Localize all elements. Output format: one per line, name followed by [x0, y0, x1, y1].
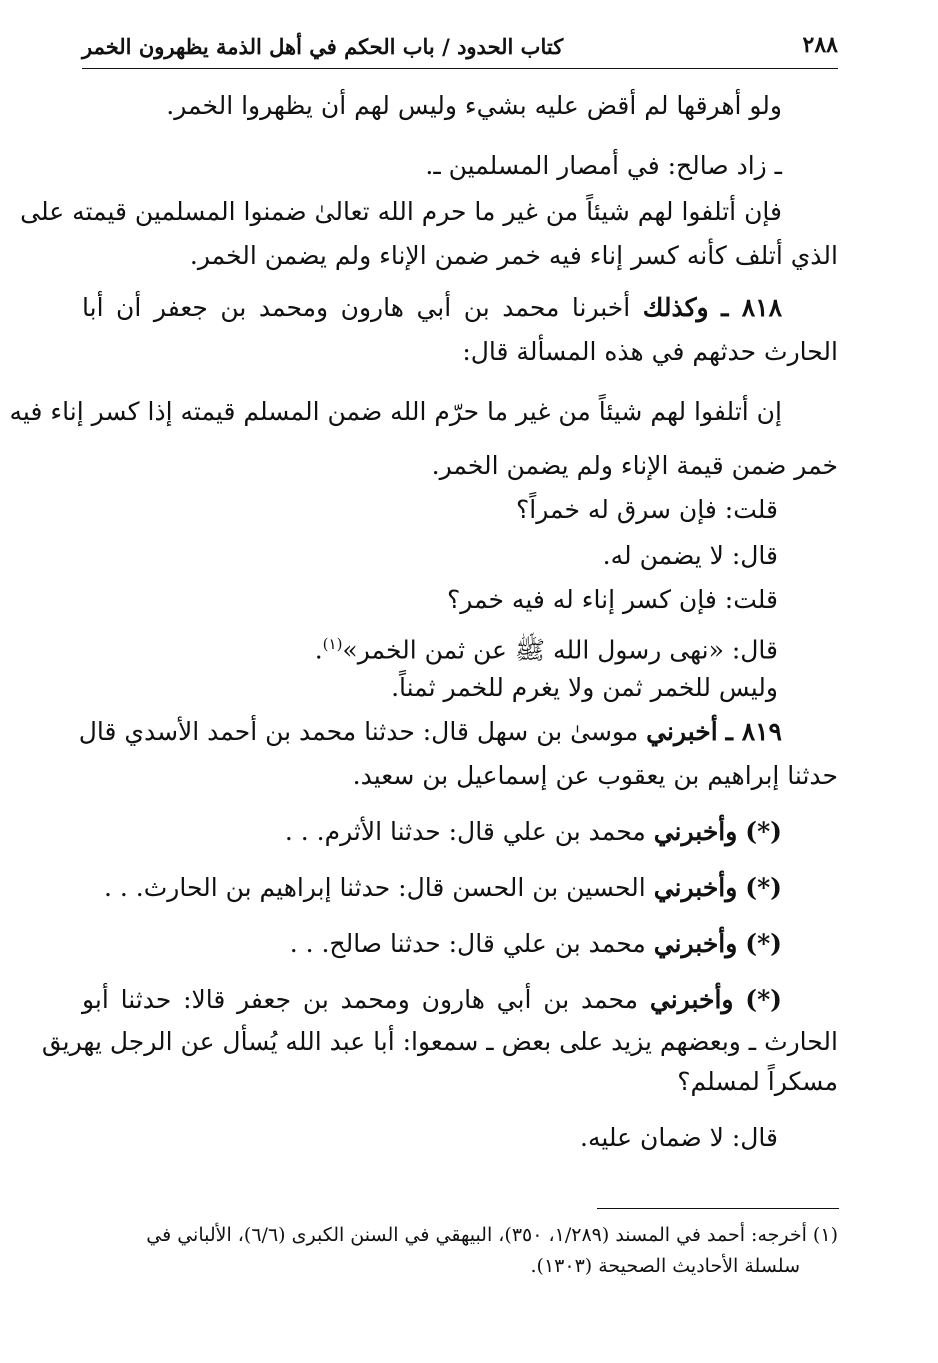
text-line: مسكراً لمسلم؟: [677, 1067, 838, 1096]
page-number: ٢٨٨: [802, 32, 838, 58]
text-span: محمد بن أبي هارون ومحمد بن جعفر قالا: حدثنا أبو: [82, 985, 639, 1014]
chain-lead-word: وأخبرني: [649, 985, 734, 1014]
text-line: الذي أتلف كأنه كسر إناء فيه خمر ضمن الإناء ولم يضمن الخمر.: [189, 241, 838, 270]
hadith-819-line: [78, 712, 838, 752]
footnote-line: (١) أخرجه: أحمد في المسند (١/٢٨٩، ٣٥٠)، البيهقي في السنن الكبرى (٦/٦)، الألباني في: [146, 1224, 838, 1246]
text-line: قال: لا يضمن له.: [602, 541, 778, 570]
text-line: ـ زاد صالح: في أمصار المسلمين ـ.: [425, 151, 782, 180]
star-marker: (*): [745, 817, 782, 846]
text-line: فإن أتلفوا لهم شيئاً من غير ما حرم الله تعالىٰ ضمنوا المسلمين قيمته على: [20, 197, 782, 226]
chain-line: [82, 980, 838, 1020]
text-line: قلت: فإن سرق له خمراً؟: [516, 495, 778, 524]
text-span: أخبرنا محمد بن أبي هارون ومحمد بن جعفر أن أبا: [82, 293, 631, 322]
text-line: الحارث حدثهم في هذه المسألة قال:: [462, 337, 838, 366]
text-line: الحارث ـ وبعضهم يزيد على بعض ـ سمعوا: أبا عبد الله يُسأل عن الرجل يهريق: [41, 1027, 838, 1056]
footnote-separator: [597, 1208, 839, 1209]
chain-lead-word: وأخبرني: [653, 817, 738, 846]
running-title: كتاب الحدود / باب الحكم في أهل الذمة يظهرون الخمر: [82, 34, 564, 59]
star-marker: (*): [745, 929, 782, 958]
chain-line: [82, 924, 838, 964]
text-span: .: [314, 635, 323, 665]
text-span: محمد بن علي قال: حدثنا الأثرم. . .: [284, 817, 646, 846]
text-span: الحسين بن الحسن قال: حدثنا إبراهيم بن الحارث. . .: [104, 873, 646, 902]
hadith-number: ٨١٩ ـ: [725, 717, 782, 746]
text-line: [82, 624, 838, 670]
hadith-818-line: [82, 288, 838, 328]
chain-lead-word: وأخبرني: [653, 873, 738, 902]
text-line: قلت: فإن كسر إناء له فيه خمر؟: [447, 585, 778, 614]
hadith-lead-word: وكذلك: [642, 293, 709, 322]
text-line: إن أتلفوا لهم شيئاً من غير ما حرّم الله ضمن المسلم قيمته إذا كسر إناء فيه: [9, 397, 782, 426]
star-marker: (*): [745, 873, 782, 902]
text-line: خمر ضمن قيمة الإناء ولم يضمن الخمر.: [431, 451, 838, 480]
page-header: [82, 30, 838, 69]
text-span: موسىٰ بن سهل قال: حدثنا محمد بن أحمد الأسدي قال: [78, 717, 639, 746]
text-line: ولو أهرقها لم أقض عليه بشيء وليس لهم أن يظهروا الخمر.: [166, 91, 782, 120]
star-marker: (*): [745, 985, 783, 1014]
chain-line: [82, 812, 838, 852]
footnote-line: سلسلة الأحاديث الصحيحة (١٣٠٣).: [530, 1255, 800, 1277]
text-span: محمد بن علي قال: حدثنا صالح. . .: [289, 929, 646, 958]
hadith-lead-word: أخبرني: [646, 717, 718, 746]
hadith-number: ٨١٨ ـ: [721, 293, 783, 322]
text-line: قال: لا ضمان عليه.: [580, 1123, 778, 1152]
chain-line: [82, 868, 838, 908]
footnote-ref: (١): [322, 635, 343, 653]
text-line: حدثنا إبراهيم بن يعقوب عن إسماعيل بن سعيد.: [352, 761, 838, 790]
chain-lead-word: وأخبرني: [653, 929, 738, 958]
text-line: وليس للخمر ثمن ولا يغرم للخمر ثمناً.: [391, 673, 778, 702]
text-span: قال: «نهى رسول الله ﷺ عن ثمن الخمر»: [342, 635, 778, 665]
